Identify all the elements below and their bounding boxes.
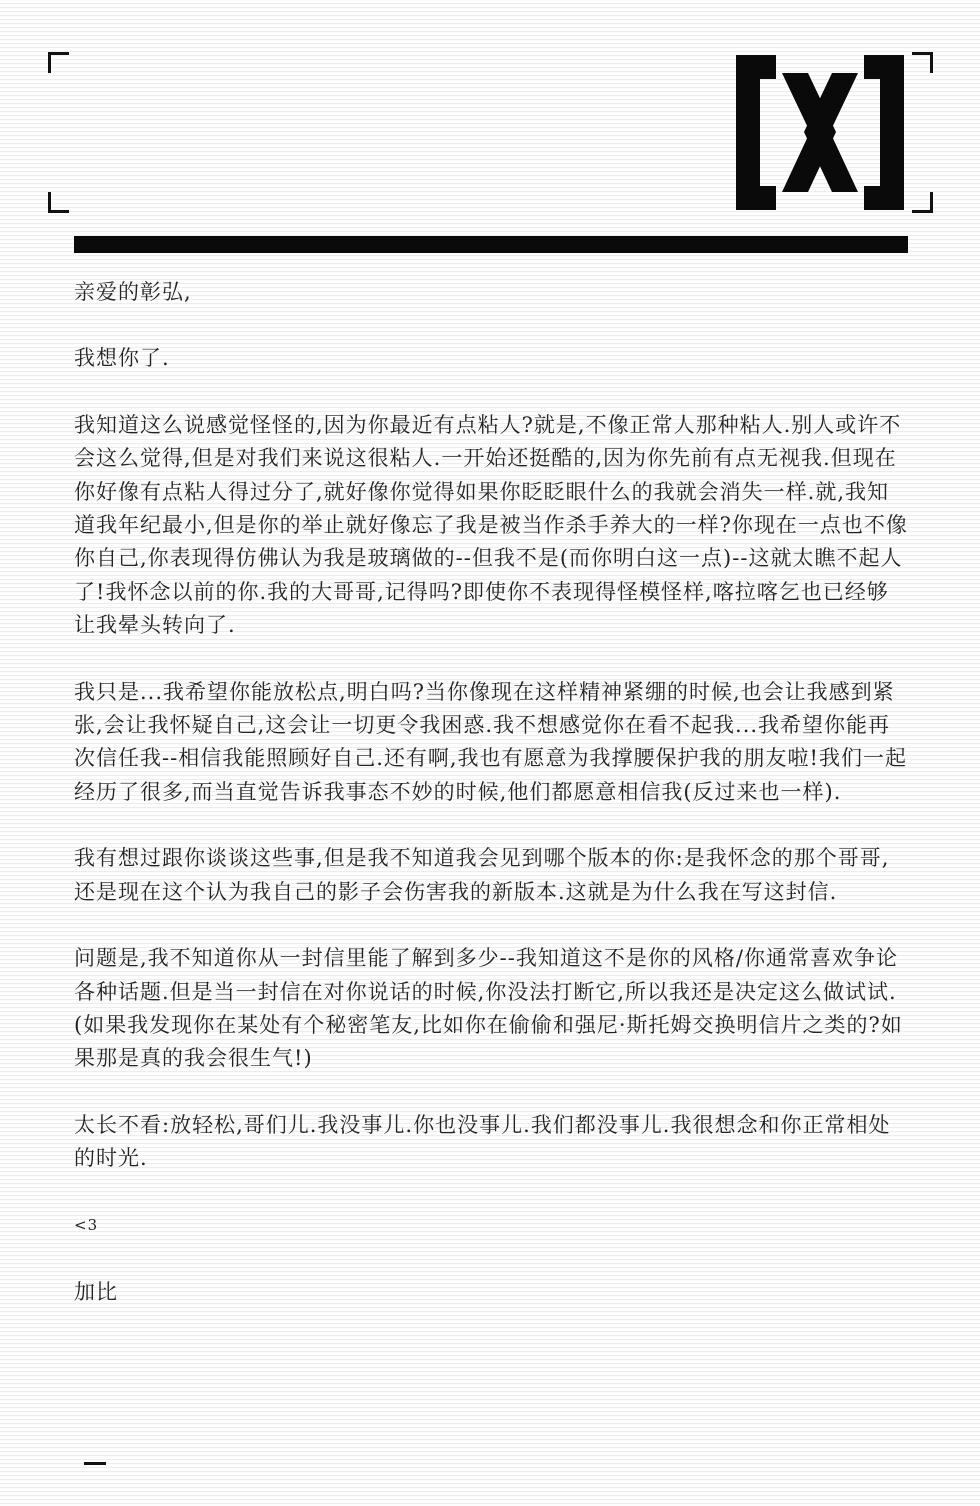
- corner-bracket-top-left: [48, 52, 69, 73]
- signature: 加比: [74, 1279, 118, 1304]
- letter-paragraph-4: 问题是,我不知道你从一封信里能了解到多少--我知道这不是你的风格/你通常喜欢争论各种话题.但是当一封信在对你说话的时候,你没法打断它,所以我还是决定这么做试试.(如果我发现你在某处有个秘密笔友,比如你在偷偷和强尼·斯托姆交换明信片之类的?如果那是真的我会很生气!): [74, 946, 903, 1071]
- letter-paragraph-5: 太长不看:放轻松,哥们儿.我没事儿.你也没事儿.我们都没事儿.我很想念和你正常相处的时光.: [74, 1112, 891, 1171]
- corner-bracket-top-right: [912, 52, 933, 73]
- x-bracket-logo-icon: [736, 55, 904, 210]
- end-mark: [84, 1462, 106, 1465]
- corner-bracket-bottom-right: [912, 192, 933, 213]
- letter-body: [74, 276, 910, 1309]
- letter-greeting: 亲爱的彰弘,: [74, 280, 192, 304]
- header-rule: [74, 236, 908, 253]
- corner-bracket-bottom-left: [48, 192, 69, 213]
- letter-paragraph-1: 我知道这么说感觉怪怪的,因为你最近有点粘人?就是,不像正常人那种粘人.别人或许不会这么觉得,但是对我们来说这很粘人.一开始还挺酷的,因为你先前有点无视我.但现在你好像有点粘人得过分了,就好像你觉得如果你眨眨眼什么的我就会消失一样.就,我知道我年纪最小,但是你的举止就好像忘了我是被当作杀手养大的一样?你现在一点也不像你自己,你表现得仿佛认为我是玻璃做的--但我不是(而你明白这一点)--这就太瞧不起人了!我怀念以前的你.我的大哥哥,记得吗?即使你不表现得怪模怪样,喀拉喀乞也已经够让我晕头转向了.: [74, 412, 908, 638]
- letter-paragraph-2: 我只是...我希望你能放松点,明白吗?当你像现在这样精神紧绷的时候,也会让我感到紧张,会让我怀疑自己,这会让一切更令我困惑.我不想感觉你在看不起我...我希望你能再次信任我--相信我能照顾好自己.还有啊,我也有愿意为我撑腰保护我的朋友啦!我们一起经历了很多,而当直觉告诉我事态不妙的时候,他们都愿意相信我(反过来也一样).: [74, 679, 907, 804]
- letter-paragraph-3: 我有想过跟你谈谈这些事,但是我不知道我会见到哪个版本的你:是我怀念的那个哥哥,还是现在这个认为我自己的影子会伤害我的新版本.这就是为什么我在写这封信.: [74, 846, 890, 904]
- letter-opener: 我想你了.: [74, 346, 170, 371]
- heart-emoticon: <3: [74, 1215, 99, 1234]
